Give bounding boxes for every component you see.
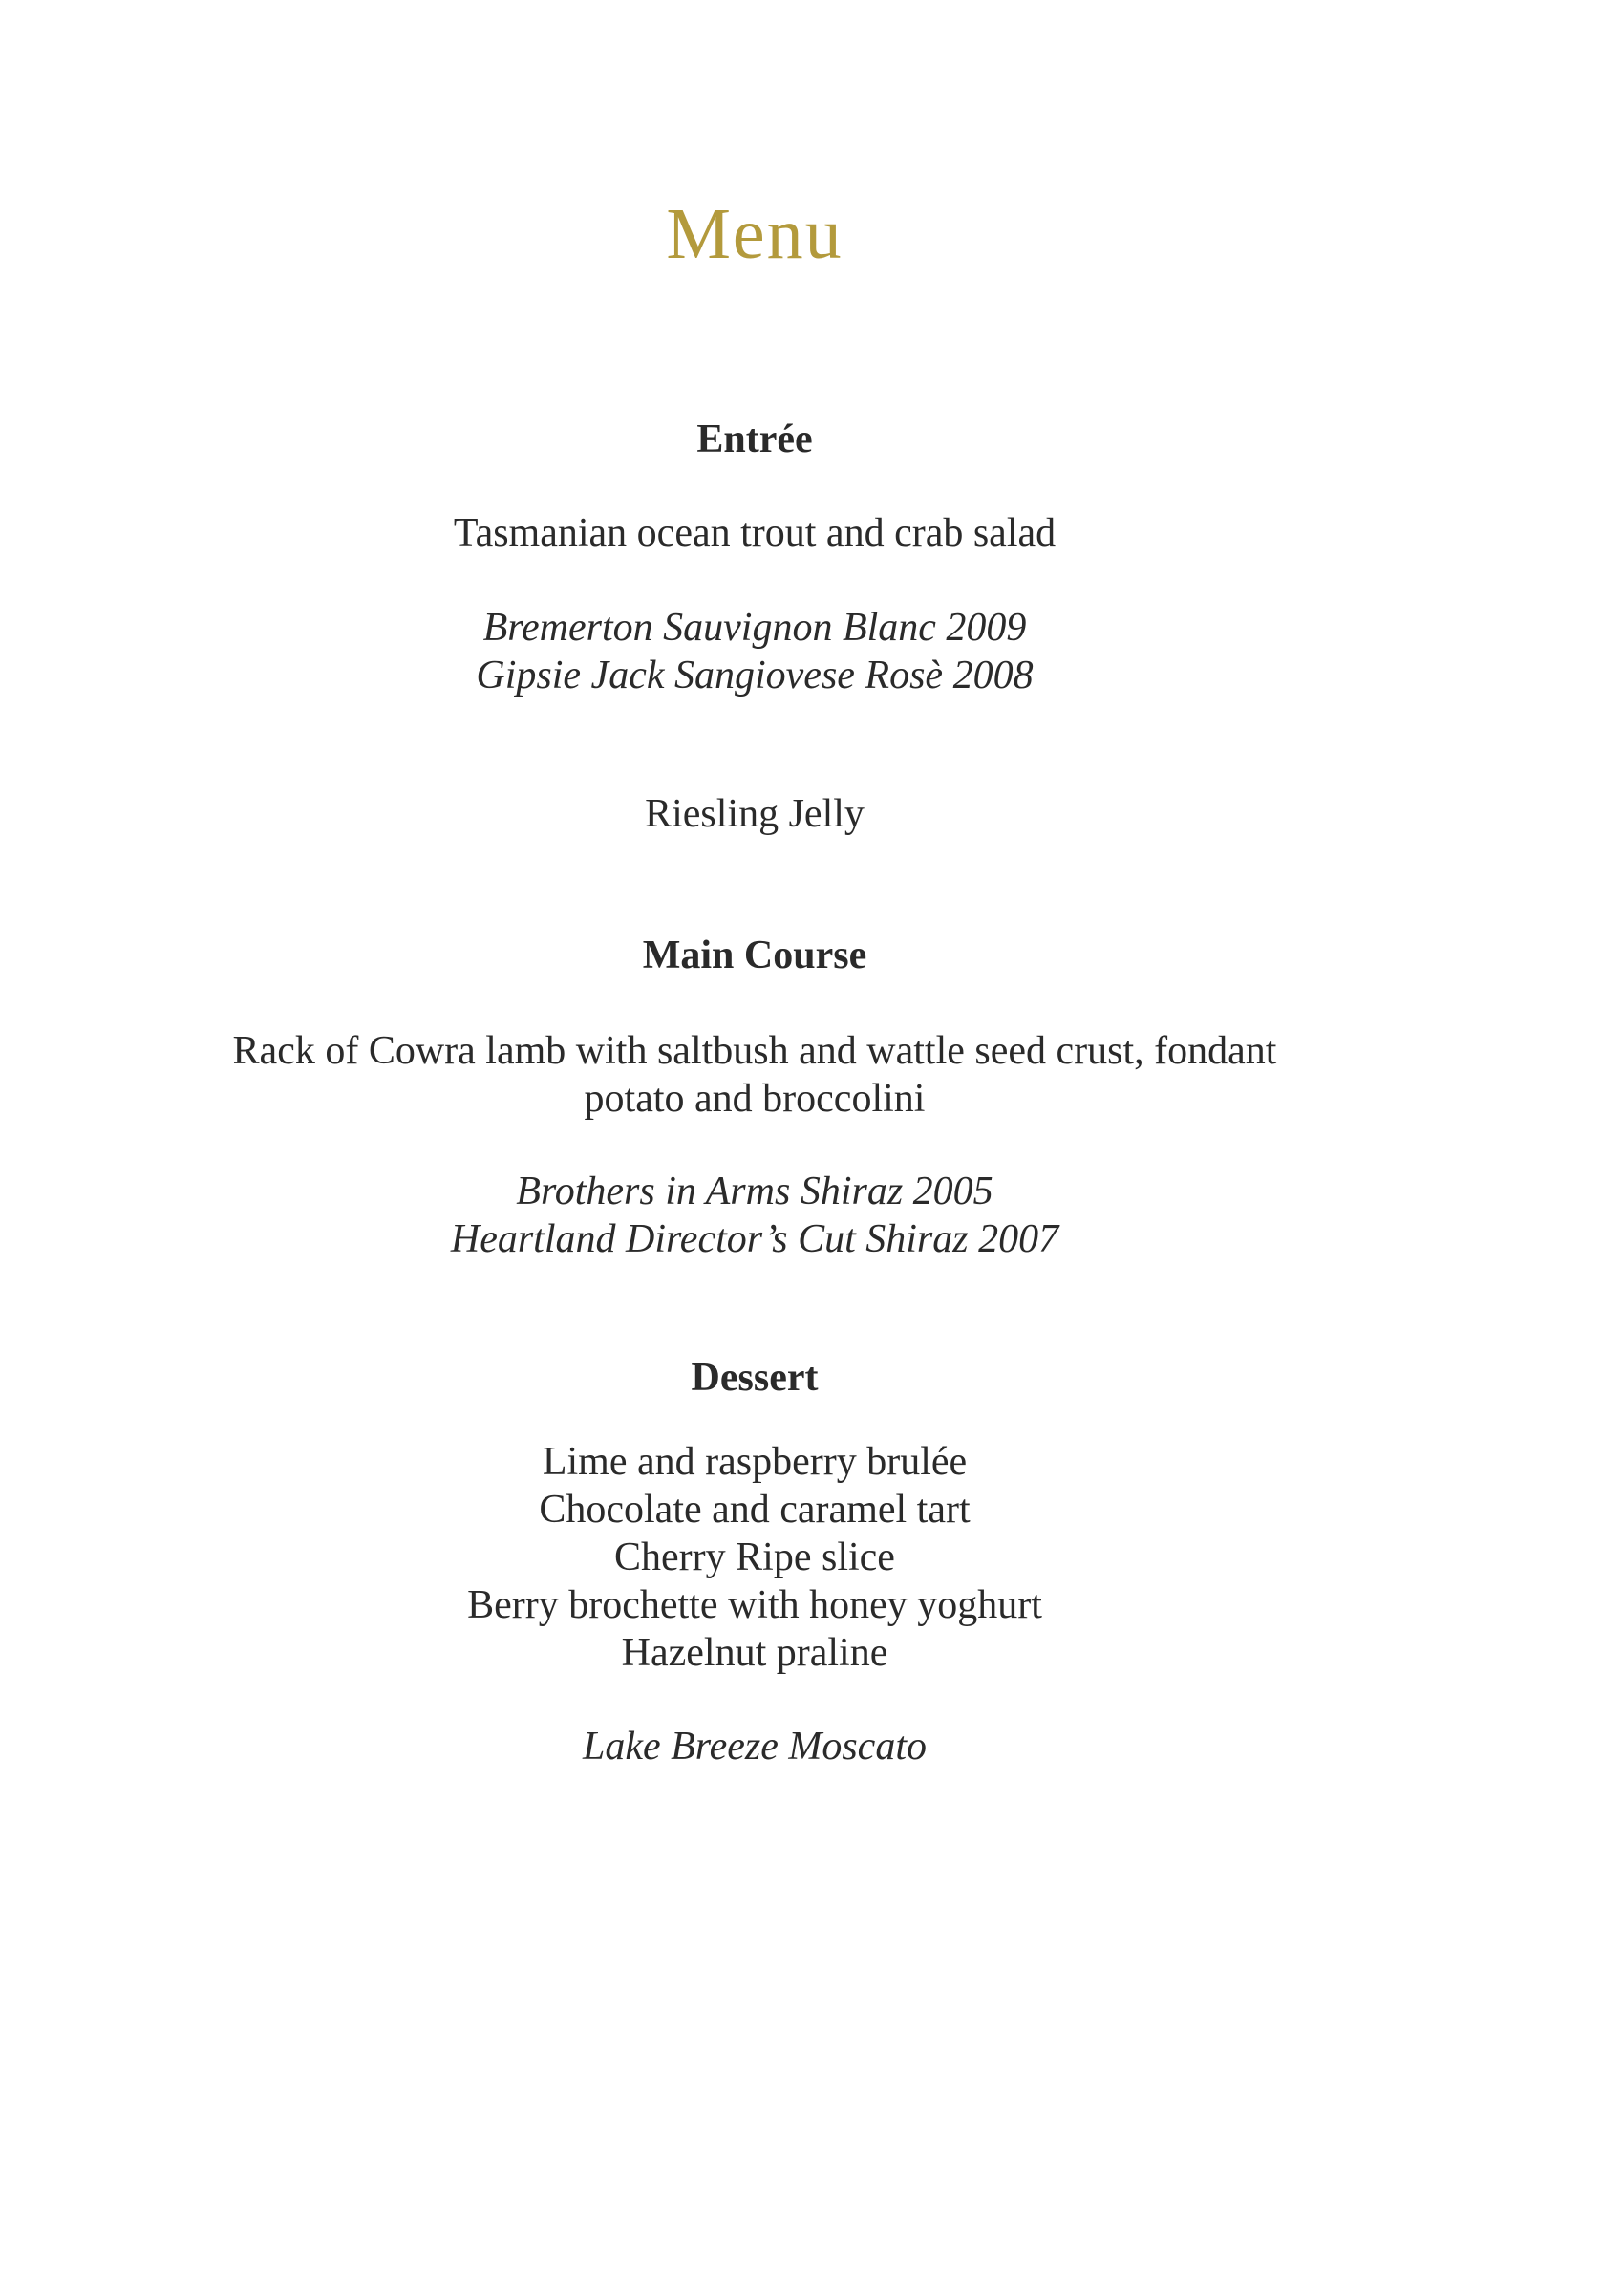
intermezzo-item: Riesling Jelly <box>645 792 865 836</box>
entree-dish: Tasmanian ocean trout and crab salad <box>453 511 1057 555</box>
dessert-item-5: Hazelnut praline <box>621 1631 888 1675</box>
main-course-wine-1: Brothers in Arms Shiraz 2005 <box>516 1169 993 1213</box>
dessert-heading: Dessert <box>691 1356 819 1400</box>
dessert-item-3: Cherry Ripe slice <box>614 1535 895 1579</box>
entree-heading: Entrée <box>696 418 813 461</box>
main-course-dish-line-2: potato and broccolini <box>584 1077 926 1121</box>
dessert-item-2: Chocolate and caramel tart <box>539 1488 971 1532</box>
main-course-dish-line-1: Rack of Cowra lamb with saltbush and wattle seed crust, fondant <box>232 1029 1277 1073</box>
dessert-item-4: Berry brochette with honey yoghurt <box>467 1583 1042 1627</box>
menu-title: Menu <box>666 194 844 274</box>
main-course-heading: Main Course <box>642 933 867 977</box>
dessert-wine: Lake Breeze Moscato <box>583 1725 927 1769</box>
entree-wine-1: Bremerton Sauvignon Blanc 2009 <box>482 606 1027 650</box>
dessert-item-1: Lime and raspberry brulée <box>542 1440 968 1484</box>
main-course-wine-2: Heartland Director’s Cut Shiraz 2007 <box>450 1217 1059 1261</box>
entree-wine-2: Gipsie Jack Sangiovese Rosè 2008 <box>476 654 1034 697</box>
